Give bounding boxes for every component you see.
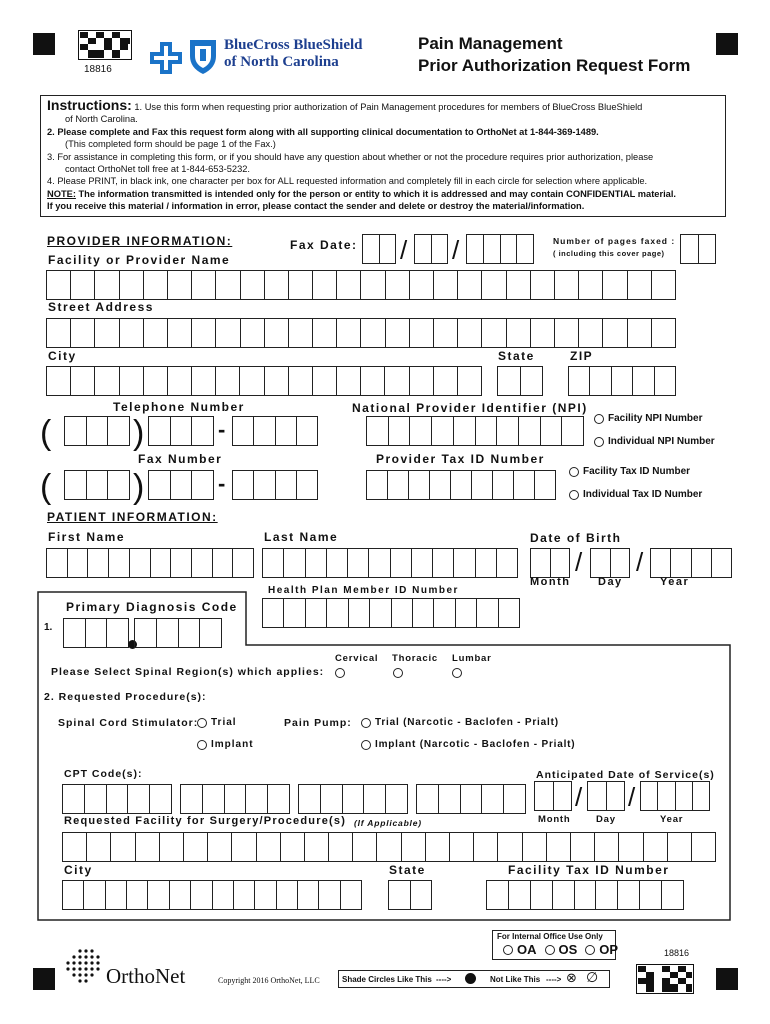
cpt-code-field-3[interactable] [298, 784, 408, 814]
state-label: State [498, 349, 535, 363]
spinal-region-label: Please Select Spinal Region(s) which applies: [51, 666, 325, 678]
instruction-line: contact OrthoNet toll free at 1-844-653-5232. [65, 164, 251, 175]
facility-tax-label: Facility Tax ID Number [583, 466, 691, 477]
facility-tax-label: Facility Tax ID Number [508, 863, 670, 877]
form-barcode-icon [636, 964, 694, 994]
paren: ) [133, 468, 145, 506]
note-label: NOTE: [47, 188, 76, 199]
date-separator: / [452, 235, 460, 265]
form-title: Prior Authorization Request Form [418, 56, 691, 75]
individual-npi-label: Individual NPI Number [608, 436, 715, 447]
not-like-label: Not Like This [490, 975, 541, 984]
logo-text: BlueCross BlueShield [224, 37, 363, 53]
facility-name-label: Facility or Provider Name [48, 253, 231, 267]
last-name-label: Last Name [264, 530, 339, 544]
service-month-field[interactable] [534, 781, 572, 811]
os-radio[interactable] [545, 945, 555, 955]
instruction-line: of North Carolina. [65, 114, 138, 125]
patient-heading: PATIENT INFORMATION: [47, 510, 218, 524]
month-label: Month [538, 814, 571, 825]
facility-tax-field[interactable] [486, 880, 684, 910]
form-title: Pain Management [418, 34, 563, 53]
day-label: Day [596, 814, 616, 825]
cervical-radio[interactable] [335, 668, 345, 678]
street-label: Street Address [48, 300, 154, 314]
date-separator: / [400, 235, 408, 265]
tax-id-label: Provider Tax ID Number [376, 452, 545, 466]
x-circle-icon: ⊗ [566, 970, 577, 985]
day-label: Day [598, 576, 623, 588]
fax-number-label: Fax Number [138, 452, 223, 466]
scs-label: Spinal Cord Stimulator: [58, 717, 199, 729]
npi-label: National Provider Identifier (NPI) [352, 401, 588, 415]
instruction-line: 1. Use this form when requesting prior authorization of Pain Management procedures for members of BlueCross BlueShield [134, 102, 643, 112]
lumbar-radio[interactable] [452, 668, 462, 678]
os-label: OS [558, 942, 578, 957]
member-id-label: Health Plan Member ID Number [268, 585, 459, 596]
orthonet-logo-icon [66, 948, 104, 988]
oa-radio[interactable] [503, 945, 513, 955]
scs-trial-label: Trial [211, 717, 237, 728]
date-separator: / [575, 782, 583, 812]
telephone-label: Telephone Number [113, 400, 245, 414]
service-day-field[interactable] [587, 781, 625, 811]
req-facility-label: Requested Facility for Surgery/Procedure(s) [64, 815, 347, 827]
slash-circle-icon: ∅ [586, 969, 599, 985]
facility-npi-label: Facility NPI Number [608, 413, 703, 424]
pump-trial-radio[interactable] [361, 718, 371, 728]
diagnosis-label: Primary Diagnosis Code [66, 600, 238, 614]
instruction-line: 3. For assistance in completing this form, or if you should have any question about whether or not the procedure requires prior authorization, please [47, 151, 654, 162]
anticipated-label: Anticipated Date of Service(s) [536, 769, 715, 781]
cpt-code-field-4[interactable] [416, 784, 526, 814]
service-year-field[interactable] [640, 781, 710, 811]
individual-tax-label: Individual Tax ID Number [583, 489, 703, 500]
form-code: 18816 [664, 948, 690, 958]
note-text: If you receive this material / information in error, please contact the sender and delete or destroy the material/information. [47, 201, 585, 212]
note-text: The information transmitted is intended only for the person or entity to which it is addressed and may contain CONFIDENTIAL material. [75, 188, 676, 199]
year-label: Year [660, 814, 684, 825]
logo-text: of North Carolina [224, 54, 339, 70]
arrow: ----> [436, 975, 452, 984]
diagnosis-number: 1. [44, 622, 53, 633]
shade-label: Shade Circles Like This [342, 975, 432, 984]
date-separator: / [636, 547, 644, 577]
arrow: ----> [546, 975, 562, 984]
dob-label: Date of Birth [530, 531, 622, 545]
paren: ( [40, 468, 52, 506]
pages-faxed-note: ( including this cover page) [553, 249, 665, 258]
internal-use-label: For Internal Office Use Only [497, 932, 603, 941]
city-label: City [48, 349, 77, 363]
req-facility-field[interactable] [62, 832, 716, 862]
filled-circle-icon [465, 973, 476, 984]
form-code: 18816 [84, 64, 112, 75]
cpt-code-field-2[interactable] [180, 784, 290, 814]
lumbar-label: Lumbar [452, 653, 492, 664]
pump-implant-label: Implant (Narcotic - Baclofen - Prialt) [375, 739, 576, 750]
provider-heading: PROVIDER INFORMATION: [47, 234, 233, 248]
op-label: OP [599, 942, 619, 957]
pump-implant-radio[interactable] [361, 740, 371, 750]
orthonet-wordmark: OrthoNet [106, 964, 186, 988]
state-label: State [389, 863, 426, 877]
date-separator: / [575, 547, 583, 577]
cpt-code-field-1[interactable] [62, 784, 172, 814]
thoracic-radio[interactable] [393, 668, 403, 678]
cervical-label: Cervical [335, 653, 379, 664]
instruction-line: (This completed form should be page 1 of the Fax.) [65, 139, 276, 150]
first-name-label: First Name [48, 530, 126, 544]
diagnosis-code-prefix-field[interactable] [63, 618, 129, 648]
year-label: Year [660, 576, 690, 588]
fax-date-label: Fax Date: [290, 238, 358, 252]
city-label: City [64, 863, 93, 877]
facility-city-field[interactable] [62, 880, 362, 910]
pages-faxed-label: Number of pages faxed : [553, 236, 676, 246]
instruction-line: 4. Please PRINT, in black ink, one character per box for ALL requested information and completely fill in each circle for selection where applicable. [47, 176, 648, 187]
op-radio[interactable] [585, 945, 595, 955]
paren: ) [133, 414, 145, 452]
member-id-field[interactable] [262, 598, 520, 628]
if-applicable-label: (If Applicable) [354, 818, 422, 828]
facility-state-field[interactable] [388, 880, 432, 910]
cpt-label: CPT Code(s): [64, 768, 143, 780]
copyright: Copyright 2016 OrthoNet, LLC [218, 976, 320, 985]
paren: ( [40, 414, 52, 452]
date-separator: / [628, 782, 636, 812]
procedures-label: 2. Requested Procedure(s): [44, 691, 207, 703]
scs-implant-radio[interactable] [197, 740, 207, 750]
pump-trial-label: Trial (Narcotic - Baclofen - Prialt) [375, 717, 559, 728]
instructions-heading: Instructions: [47, 97, 132, 113]
zip-label: ZIP [570, 349, 594, 363]
scs-trial-radio[interactable] [197, 718, 207, 728]
instruction-line: 2. Please complete and Fax this request form along with all supporting clinical documentation to OrthoNet at 1-844-369-1489. [47, 126, 599, 137]
diagnosis-code-suffix-field[interactable] [134, 618, 222, 648]
scs-implant-label: Implant [211, 739, 254, 750]
pain-pump-label: Pain Pump: [284, 717, 352, 729]
dash: - [218, 471, 226, 496]
month-label: Month [530, 576, 571, 588]
thoracic-label: Thoracic [392, 653, 438, 664]
dash: - [218, 417, 226, 442]
oa-label: OA [517, 942, 537, 957]
